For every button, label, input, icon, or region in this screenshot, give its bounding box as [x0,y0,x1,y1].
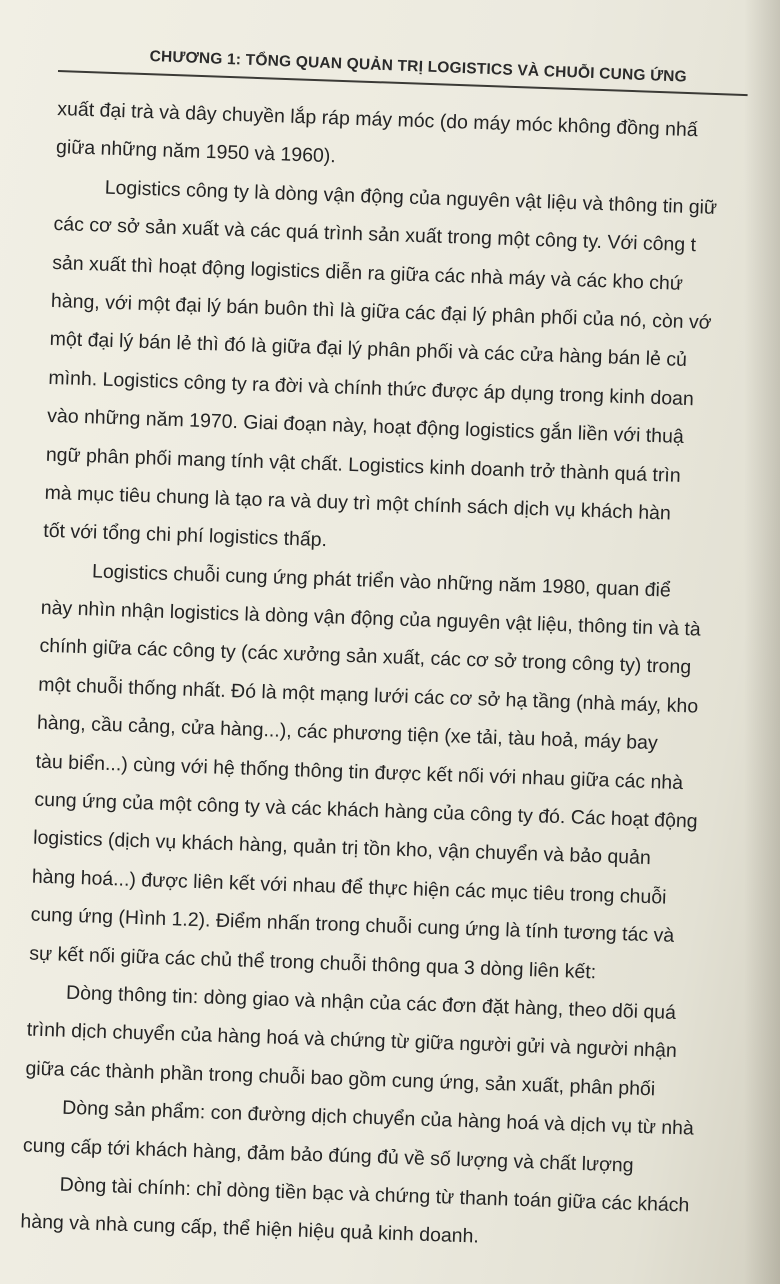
text-line: trình dịch chuyển của hàng hoá và chứng từ giữa người gửi và người nhận [26,1018,678,1063]
paragraph-start: Logistics công ty là dòng vận động của nguyên vật liệu và thông tin giữ [104,176,718,219]
text-line: vào những năm 1970. Giai đoạn này, hoạt động logistics gắn liền với thuậ [46,404,685,449]
text-line: tốt với tổng chi phí logistics thấp. [43,520,328,552]
paragraph-start: Logistics chuỗi cung ứng phát triển vào những năm 1980, quan điể [91,560,672,602]
text-line: một chuỗi thống nhất. Đó là một mạng lưới các cơ sở hạ tầng (nhà máy, kho [37,673,699,718]
text-line: sự kết nối giữa các chủ thể trong chuỗi thông qua 3 dòng liên kết: [29,942,597,983]
text-line: này nhìn nhận logistics là dòng vận động của nguyên vật liệu, thông tin và tà [40,596,702,641]
text-line: ngữ phân phối mang tính vật chất. Logistics kinh doanh trở thành quá trìn [45,443,682,487]
text-line: hàng, cầu cảng, cửa hàng...), các phương tiện (xe tải, tàu hoả, máy bay [36,711,659,755]
text-line: giữa những năm 1950 và 1960). [55,136,337,168]
text-line: mà mục tiêu chung là tạo ra và duy trì một chính sách dịch vụ khách hàn [44,481,672,525]
text-line: cung ứng của một công ty và các khách hàng của công ty đó. Các hoạt động [34,788,698,833]
page-curl-shadow [744,0,780,1284]
text-line: sản xuất thì hoạt động logistics diễn ra giữa các nhà máy và các kho chứ [51,251,684,295]
text-line: các cơ sở sản xuất và các quá trình sản xuất trong một công ty. Với công t [53,213,697,257]
text-line: cung ứng (Hình 1.2). Điểm nhấn trong chuỗi cung ứng là tính tương tác và [30,903,675,948]
text-line: cung cấp tới khách hàng, đảm bảo đúng đủ về số lượng và chất lượng [22,1133,634,1177]
body-text [20,90,748,1264]
bullet-financial-flow: Dòng tài chính: chỉ dòng tiền bạc và chứng từ thanh toán giữa các khách [59,1173,690,1217]
bullet-product-flow: Dòng sản phẩm: con đường dịch chuyển của hàng hoá và dịch vụ từ nhà [61,1096,695,1140]
text-line: chính giữa các công ty (các xưởng sản xuất, các cơ sở trong công ty) trong [39,635,692,679]
text-line: xuất đại trà và dây chuyền lắp ráp máy móc (do máy móc không đồng nhấ [57,97,698,142]
text-line: logistics (dịch vụ khách hàng, quản trị tồn kho, vận chuyển và bảo quản [32,827,652,870]
text-line: mình. Logistics công ty ra đời và chính thức được áp dụng trong kinh doan [48,366,695,410]
text-line: hàng, với một đại lý bán buôn thì là giữa các đại lý phân phối của nó, còn vớ [50,289,712,334]
text-line: giữa các thành phần trong chuỗi bao gồm cung ứng, sản xuất, phân phối [25,1057,656,1101]
text-line: một đại lý bán lẻ thì đó là giữa đại lý phân phối và các cửa hàng bán lẻ củ [49,328,688,372]
chapter-header: CHƯƠNG 1: TỔNG QUAN QUẢN TRỊ LOGISTICS VÀ CHUỖI CUNG ỨNG [149,48,688,86]
text-line: hàng hoá...) được liên kết với nhau để thực hiện các mục tiêu trong chuỗi [31,865,667,909]
text-line: tàu biển...) cùng với hệ thống thông tin được kết nối với nhau giữa các nhà [35,750,684,794]
bullet-information-flow: Dòng thông tin: dòng giao và nhận của các đơn đặt hàng, theo dõi quá [65,981,677,1024]
text-line: hàng và nhà cung cấp, thể hiện hiệu quả kinh doanh. [20,1210,480,1248]
